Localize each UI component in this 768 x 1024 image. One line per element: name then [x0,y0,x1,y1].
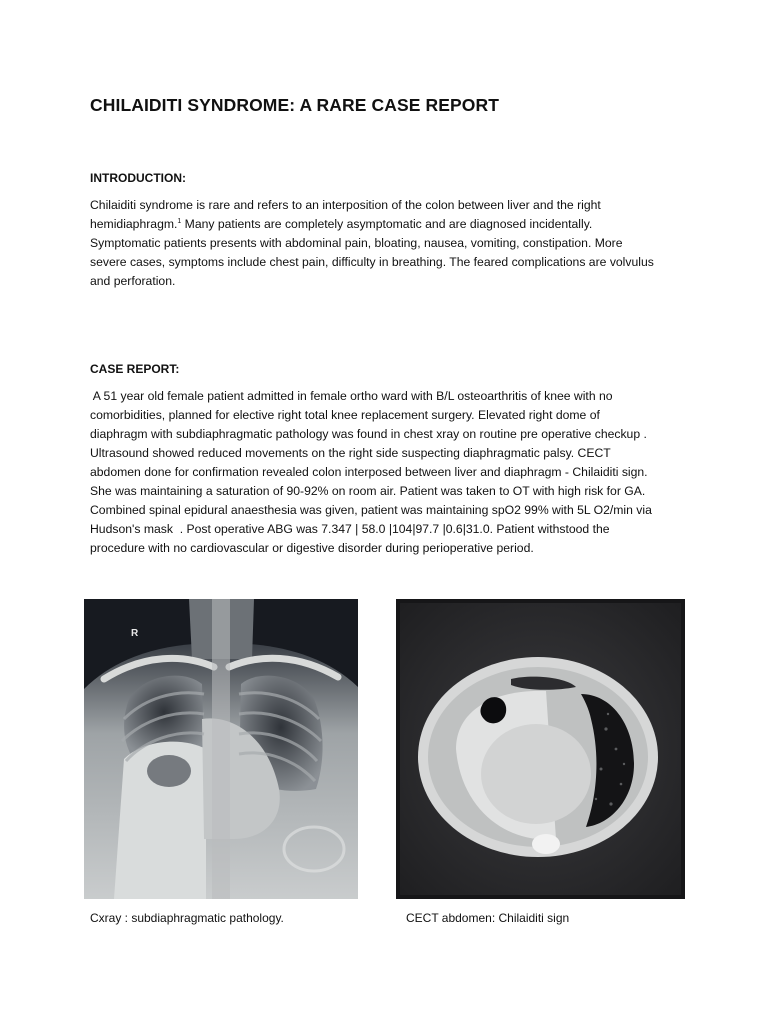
text-line: Chilaiditi syndrome is rare and refers to an interposition of the colon between liver and the right [90,198,601,212]
text-line: A 51 year old female patient admitted in female ortho ward with B/L osteoarthritis of knee with no [90,389,613,403]
text-line: diaphragm with subdiaphragmatic pathology was found in chest xray on routine pre operative checkup . [90,427,647,441]
text-line: and perforation. [90,274,176,288]
document-title: CHILAIDITI SYNDROME: A RARE CASE REPORT [90,95,500,115]
citation-superscript: 1 [177,218,182,225]
text-line: Hudson's mask . Post operative ABG was 7.347 | 58.0 |104|97.7 |0.6|31.0. Patient withstood the [90,522,610,536]
text-line: Combined spinal epidural anaesthesia was given, patient was maintaining spO2 99% with 5L O2/min via [90,503,652,517]
ct-caption: CECT abdomen: Chilaiditi sign [406,911,570,925]
introduction-paragraph [90,196,690,291]
text-fragment: Many patients are completely asymptomatic and are diagnosed incidentally. [181,217,593,231]
ct-scan-illustration [396,599,685,899]
text-line [90,215,690,234]
chest-xray-image [84,599,358,899]
case-report-heading: CASE REPORT: [90,362,180,376]
case-report-paragraph [90,387,690,558]
text-line: severe cases, symptoms include chest pain, difficulty in breathing. The feared complications are volvulus [90,255,654,269]
text-line: abdomen done for confirmation revealed colon interposed between liver and diaphragm - Chilaiditi sign. [90,465,648,479]
ct-scan-image [396,599,685,899]
text-line: Ultrasound showed reduced movements on the right side suspecting diaphragmatic palsy. CECT [90,446,611,460]
chest-xray-illustration [84,599,358,899]
introduction-heading: INTRODUCTION: [90,171,186,185]
text-line: procedure with no cardiovascular or digestive disorder during perioperative period. [90,541,534,555]
text-line: comorbidities, planned for elective right total knee replacement surgery. Elevated right dome of [90,408,600,422]
text-fragment: hemidiaphragm. [90,217,178,231]
xray-caption: Cxray : subdiaphragmatic pathology. [90,911,284,925]
text-line: She was maintaining a saturation of 90-92% on room air. Patient was taken to OT with high risk for GA. [90,484,646,498]
text-line: Symptomatic patients presents with abdominal pain, bloating, nausea, vomiting, constipation. More [90,236,623,250]
xray-side-marker: R [131,628,139,639]
